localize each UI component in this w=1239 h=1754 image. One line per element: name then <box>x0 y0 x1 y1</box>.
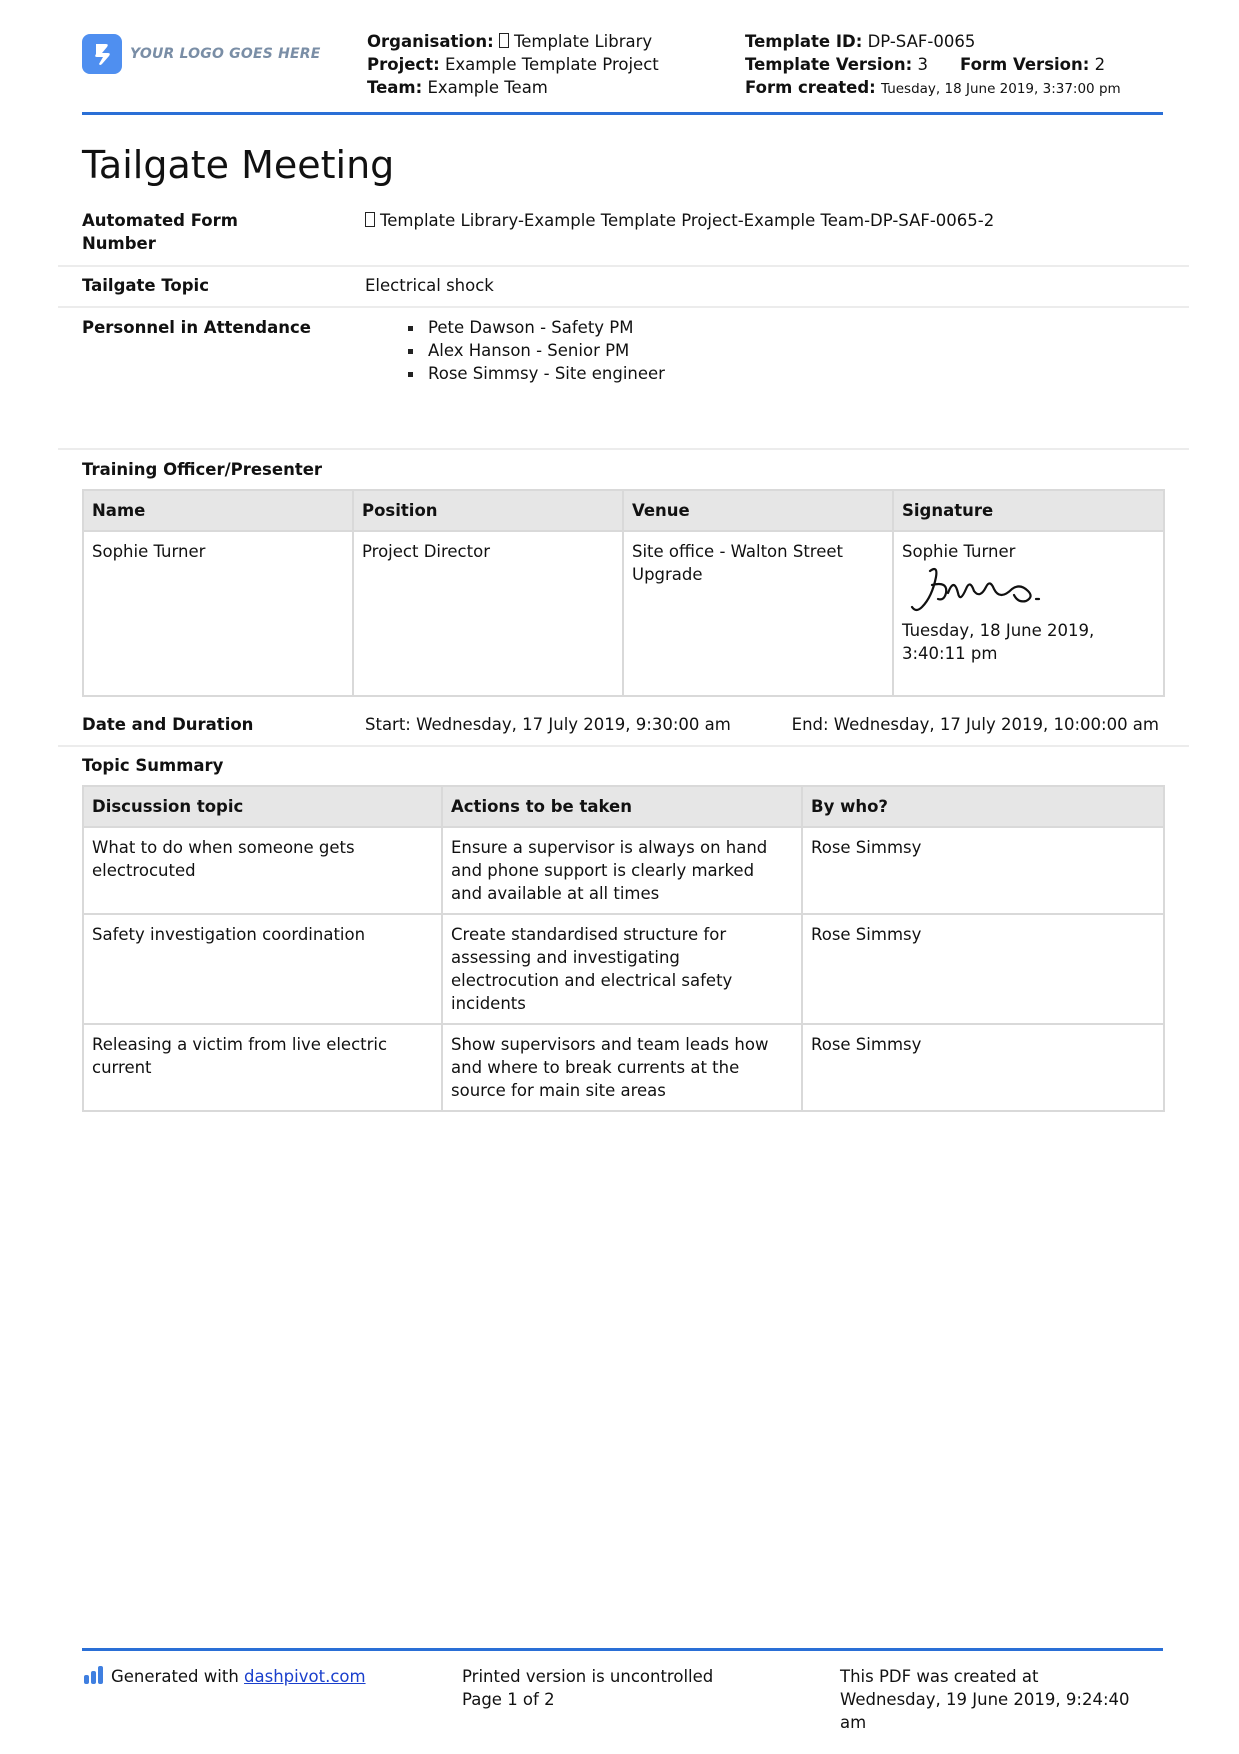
divider <box>58 745 1189 747</box>
column-header-actions: Actions to be taken <box>442 786 802 827</box>
actions-line: assessing and investigating <box>451 948 680 967</box>
template-id-value: DP-SAF-0065 <box>867 32 976 51</box>
signature-name: Sophie Turner <box>902 542 1016 561</box>
version-line <box>745 53 1121 76</box>
actions-line: Create standardised structure for <box>451 925 727 944</box>
column-header-position: Position <box>353 490 623 531</box>
table-row <box>83 1024 1164 1111</box>
actions-line: electrocution and electrical safety <box>451 971 733 990</box>
duration-label: Date and Duration <box>82 715 254 734</box>
company-logo <box>82 34 321 74</box>
attendee-list <box>400 316 665 385</box>
created-line: This PDF was created at <box>840 1667 1039 1686</box>
document-header <box>82 28 1163 115</box>
column-header-name: Name <box>83 490 353 531</box>
project-value: Example Template Project <box>444 55 659 74</box>
project-line <box>367 53 659 76</box>
form-version-label: Form Version: <box>959 55 1090 74</box>
attendee-item: Pete Dawson - Safety PM <box>428 316 665 339</box>
column-header-who: By who? <box>802 786 1164 827</box>
discussion-topic-line: electrocuted <box>92 861 196 880</box>
by-who-cell: Rose Simmsy <box>802 827 1164 914</box>
form-number-label <box>82 209 238 255</box>
summary-table <box>82 785 1165 1112</box>
divider <box>58 306 1189 308</box>
page-footer <box>82 1648 1163 1732</box>
divider <box>58 265 1189 267</box>
form-number-label-line1: Automated Form <box>82 211 238 230</box>
presenter-venue <box>623 531 893 696</box>
actions-line: Ensure a supervisor is always on hand <box>451 838 768 857</box>
footer-print-info <box>462 1665 713 1711</box>
dashpivot-link[interactable]: dashpivot.com <box>244 1667 366 1686</box>
attendee-item: Rose Simmsy - Site engineer <box>428 364 665 383</box>
actions-line: and available at all times <box>451 884 660 903</box>
signature-image <box>902 563 1155 619</box>
form-number-value-row <box>365 209 994 232</box>
header-template-block <box>745 30 1121 101</box>
created-line: am <box>840 1713 867 1732</box>
table-row <box>83 827 1164 914</box>
duration-start: Start: Wednesday, 17 July 2019, 9:30:00 am <box>365 715 731 734</box>
divider <box>58 448 1189 450</box>
template-id-label: Template ID: <box>745 32 863 51</box>
actions-line: incidents <box>451 994 526 1013</box>
attendee-item: Alex Hanson - Senior PM <box>428 339 665 362</box>
discussion-topic-line: Safety investigation coordination <box>92 925 366 944</box>
logo-text: YOUR LOGO GOES HERE <box>130 45 321 62</box>
table-header-row <box>83 490 1164 531</box>
uncontrolled-notice: Printed version is uncontrolled <box>462 1667 714 1686</box>
form-created-label: Form created: <box>745 78 876 97</box>
training-section-title: Training Officer/Presenter <box>82 460 323 479</box>
signature-date: Tuesday, 18 June 2019, <box>902 621 1095 640</box>
organisation-line <box>367 30 659 53</box>
template-version-value: 3 <box>917 55 928 74</box>
presenter-name: Sophie Turner <box>83 531 353 696</box>
by-who-cell: Rose Simmsy <box>802 914 1164 1024</box>
project-label: Project: <box>367 55 440 74</box>
discussion-topic-cell <box>83 827 442 914</box>
actions-cell <box>442 914 802 1024</box>
column-header-venue: Venue <box>623 490 893 531</box>
presenter-position: Project Director <box>353 531 623 696</box>
column-header-discussion: Discussion topic <box>83 786 442 827</box>
column-header-signature: Signature <box>893 490 1164 531</box>
page-title: Tailgate Meeting <box>82 143 395 187</box>
organisation-glyph-icon <box>499 33 509 48</box>
discussion-topic-line: Releasing a victim from live electric <box>92 1035 388 1054</box>
signature-date: 3:40:11 pm <box>902 644 998 663</box>
actions-line: and where to break currents at the <box>451 1058 740 1077</box>
actions-cell <box>442 1024 802 1111</box>
training-table <box>82 489 1165 697</box>
actions-cell <box>442 827 802 914</box>
venue-line: Upgrade <box>632 565 703 584</box>
by-who-cell: Rose Simmsy <box>802 1024 1164 1111</box>
generated-prefix: Generated with <box>111 1667 239 1686</box>
tailgate-topic-value: Electrical shock <box>365 276 494 295</box>
presenter-signature-cell <box>893 531 1164 696</box>
tailgate-topic-label: Tailgate Topic <box>82 276 209 295</box>
team-value: Example Team <box>427 78 548 97</box>
form-number-glyph-icon <box>365 212 375 227</box>
form-number-label-line2: Number <box>82 234 156 253</box>
venue-line: Site office - Walton Street <box>632 542 843 561</box>
actions-line: and phone support is clearly marked <box>451 861 755 880</box>
table-header-row <box>83 786 1164 827</box>
summary-section-title: Topic Summary <box>82 756 224 775</box>
form-created-value: Tuesday, 18 June 2019, 3:37:00 pm <box>881 81 1121 97</box>
duration-end: End: Wednesday, 17 July 2019, 10:00:00 am <box>791 715 1159 734</box>
actions-line: source for main site areas <box>451 1081 666 1100</box>
team-line <box>367 76 659 99</box>
discussion-topic-line: current <box>92 1058 152 1077</box>
attendance-label: Personnel in Attendance <box>82 318 311 337</box>
actions-line: Show supervisors and team leads how <box>451 1035 769 1054</box>
footer-generated <box>84 1665 366 1688</box>
header-org-block <box>367 30 659 99</box>
discussion-topic-line: What to do when someone gets <box>92 838 355 857</box>
form-version-value: 2 <box>1094 55 1106 74</box>
footer-created <box>840 1665 1130 1734</box>
organisation-value: Template Library <box>513 32 653 51</box>
page-number: Page 1 of 2 <box>462 1690 555 1709</box>
team-label: Team: <box>367 78 423 97</box>
template-version-label: Template Version: <box>745 55 913 74</box>
form-number-value: Template Library-Example Template Project-Example Team-DP-SAF-0065-2 <box>380 211 995 230</box>
discussion-topic-cell <box>83 1024 442 1111</box>
table-row <box>83 914 1164 1024</box>
created-line: Wednesday, 19 June 2019, 9:24:40 <box>840 1690 1130 1709</box>
organisation-label: Organisation: <box>367 32 494 51</box>
template-id-line <box>745 30 1121 53</box>
logo-icon <box>82 34 122 74</box>
form-created-line <box>745 76 1121 101</box>
dashpivot-icon <box>84 1666 103 1684</box>
table-row <box>83 531 1164 696</box>
discussion-topic-cell <box>83 914 442 1024</box>
